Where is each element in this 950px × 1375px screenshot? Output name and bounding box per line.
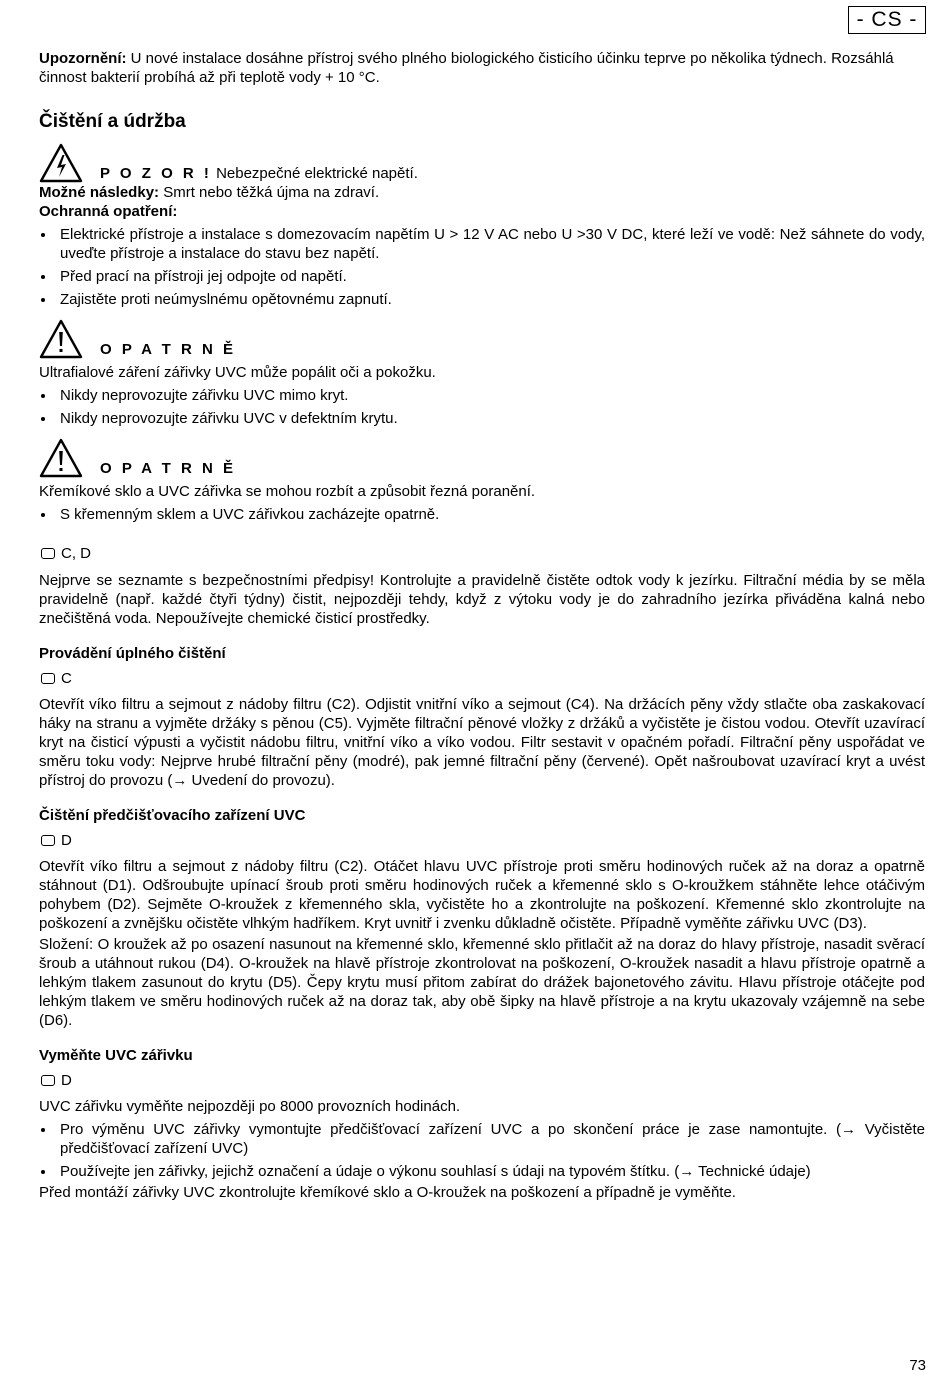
list-item: Před prací na přístroji jej odpojte od napětí. bbox=[39, 267, 925, 286]
warning-glass-text: Křemíkové sklo a UVC zářivka se mohou rozbít a způsobit řezná poranění. bbox=[39, 483, 536, 500]
list-item: Pro výměnu UVC zářivky vymontujte předčišťovací zařízení UVC a po skončení práce je zase namontujte. (→ Vyčistěte předčišťovací zařízení UVC) bbox=[39, 1120, 925, 1158]
warning-electric-heading bbox=[100, 164, 418, 183]
figure-reference bbox=[39, 1071, 925, 1090]
page-content bbox=[39, 49, 925, 1202]
intro-label: Upozornění: bbox=[39, 50, 127, 67]
intro-text: U nové instalace dosáhne přístroj svého plného biologického čisticího účinku teprve po několika týdnech. Rozsáhlá činnost bakterií probíhá až při teplotě vody + 10 °C. bbox=[39, 50, 894, 86]
list-item: Nikdy neprovozujte zářivku UVC v defektním krytu. bbox=[39, 409, 925, 428]
list-item: S křemenným sklem a UVC zářivkou zacházejte opatrně. bbox=[39, 505, 925, 524]
uvc-cleaning-title: Čištění předčišťovacího zařízení UVC bbox=[39, 807, 306, 824]
full-cleaning-title: Provádění úplného čištění bbox=[39, 645, 226, 662]
warning-uv-text: Ultrafialové záření zářivky UVC může popálit oči a pokožku. bbox=[39, 364, 436, 381]
section-title: Čištění a údržba bbox=[39, 111, 186, 132]
uvc-cleaning-paragraph: Otevřít víko filtru a sejmout z nádoby filtru (C2). Otáčet hlavu UVC přístroje proti směru hodinových ruček až na doraz a opatrně stáhnout (D1). Odšroubujte upínací šroub proti směru hodinových ruček a křemenné sklo s O-kroužkem stáhněte lehce otáčivým pohybem (D2). Sejměte O-kroužek z křemenného skla, vyčistěte ho a zkontrolujte na poškození. Křemenné sklo zkontrolujte na poškození a zvnějšku očistěte vlhkým hadříkem. Kryt uvnitř i zvenku důkladně očistěte. Případně vyměňte zářivku UVC (D3). bbox=[39, 858, 925, 932]
list-item: Elektrické přístroje a instalace s domezovacím napětím U > 12 V AC nebo U >30 V DC, které leží ve vodě: Než sáhnete do vody, uveďte přístroje a instalace do stavu bez napětí. bbox=[39, 225, 925, 263]
warning-electric-signal: P O Z O R ! bbox=[100, 165, 212, 182]
intro-paragraph bbox=[39, 49, 925, 87]
measures-label: Ochranná opatření: bbox=[39, 203, 178, 220]
page-number: 73 bbox=[909, 1357, 926, 1374]
consequences-line bbox=[39, 183, 925, 202]
uvc-assembly-paragraph: Složení: O kroužek až po osazení nasunout na křemenné sklo, křemenné sklo přitlačit až na doraz do hlavy přístroje, nasadit svěrací šroub a utáhnout rukou (D4). O-kroužek na hlavě přístroje zkontrolovat na poškození, O-kroužek nasadit a hlavu přístroje opatrně a lehkým tlakem zasunout do krytu (D5). Čepy krytu musí přitom zabírat do drážek bajonetového závitu. Hlavu přístroje otáčejte pod lehkým tlakem ve směru hodinových ruček až na doraz tak, aby obě šipky na hlavě přístroje a na krytu ukazovaly vzájemně na sebe (D6). bbox=[39, 936, 925, 1029]
consequences-text: Smrt nebo těžká újma na zdraví. bbox=[159, 184, 380, 201]
caution-icon bbox=[39, 319, 83, 359]
book-icon bbox=[41, 548, 55, 559]
warning-uv-signal: O P A T R N Ě bbox=[100, 341, 236, 358]
book-icon bbox=[41, 835, 55, 846]
caution-icon bbox=[39, 438, 83, 478]
figure-reference bbox=[39, 831, 925, 850]
electric-hazard-icon bbox=[39, 143, 83, 183]
figure-reference-text: D bbox=[61, 832, 72, 849]
replace-uvc-footer-text: Před montáží zářivky UVC zkontrolujte křemíkové sklo a O-kroužek na poškození a případně je vyměňte. bbox=[39, 1184, 736, 1201]
warning-electric bbox=[39, 137, 925, 183]
replace-uvc-text: UVC zářivku vyměňte nejpozději po 8000 provozních hodinách. bbox=[39, 1098, 461, 1115]
figure-reference-text: D bbox=[61, 1072, 72, 1089]
measures-list bbox=[39, 225, 925, 309]
book-icon bbox=[41, 1075, 55, 1086]
replace-uvc-list bbox=[39, 1120, 925, 1181]
list-item: Nikdy neprovozujte zářivku UVC mimo kryt. bbox=[39, 386, 925, 405]
warning-uv-list bbox=[39, 386, 925, 428]
book-icon bbox=[41, 673, 55, 684]
warning-glass-signal: O P A T R N Ě bbox=[100, 460, 236, 477]
warning-glass bbox=[39, 432, 925, 478]
list-item: Používejte jen zářivky, jejichž označení a údaje o výkonu souhlasí s údaji na typovém štítku. (→ Technické údaje) bbox=[39, 1162, 925, 1181]
replace-uvc-title: Vyměňte UVC zářivku bbox=[39, 1047, 193, 1064]
figure-reference-text: C, D bbox=[61, 545, 91, 562]
full-cleaning-paragraph: Otevřít víko filtru a sejmout z nádoby filtru (C2). Odjistit vnitřní víko a sejmout (C4). Na držácích pěny vždy stlačte oba zaskakovací háky na stranu a vyjměte držáky s pěnou (C5). Vyjměte filtrační pěnové vložky z držáků a vyčistěte je čistou vodou. Otevřít uzavírací kryt na čisticí výpusti a vyčistit nádobu filtru, vnitřní víko a víko vodou. Filtr sestavit v opačném pořadí. Filtrační pěny uspořádat ve směru toku vody: Nejprve hrubé filtrační pěny (modré), pak jemné filtrační pěny (červené). Opět našroubovat uzavírací kryt a uvést přístroj do provozu (→ Uvedení do provozu). bbox=[39, 696, 925, 789]
warning-electric-text: Nebezpečné elektrické napětí. bbox=[211, 165, 418, 182]
consequences-label: Možné následky: bbox=[39, 184, 160, 201]
warning-glass-list bbox=[39, 505, 925, 524]
warning-uv bbox=[39, 313, 925, 359]
figure-reference bbox=[39, 544, 925, 563]
list-item: Zajistěte proti neúmyslnému opětovnému zapnutí. bbox=[39, 290, 925, 309]
figure-reference bbox=[39, 669, 925, 688]
general-paragraph: Nejprve se seznamte s bezpečnostními předpisy! Kontrolujte a pravidelně čistěte odtok vody k jezírku. Filtrační média by se měla pravidelně (např. každé čtyři týdny) čistit, nejpozději tehdy, když z výtoku vody je do zahradního jezírka přiváděna kalná nebo znečištěná voda. Nepoužívejte chemické čisticí prostředky. bbox=[39, 572, 925, 627]
language-tag: - CS - bbox=[848, 6, 926, 34]
figure-reference-text: C bbox=[61, 670, 72, 687]
